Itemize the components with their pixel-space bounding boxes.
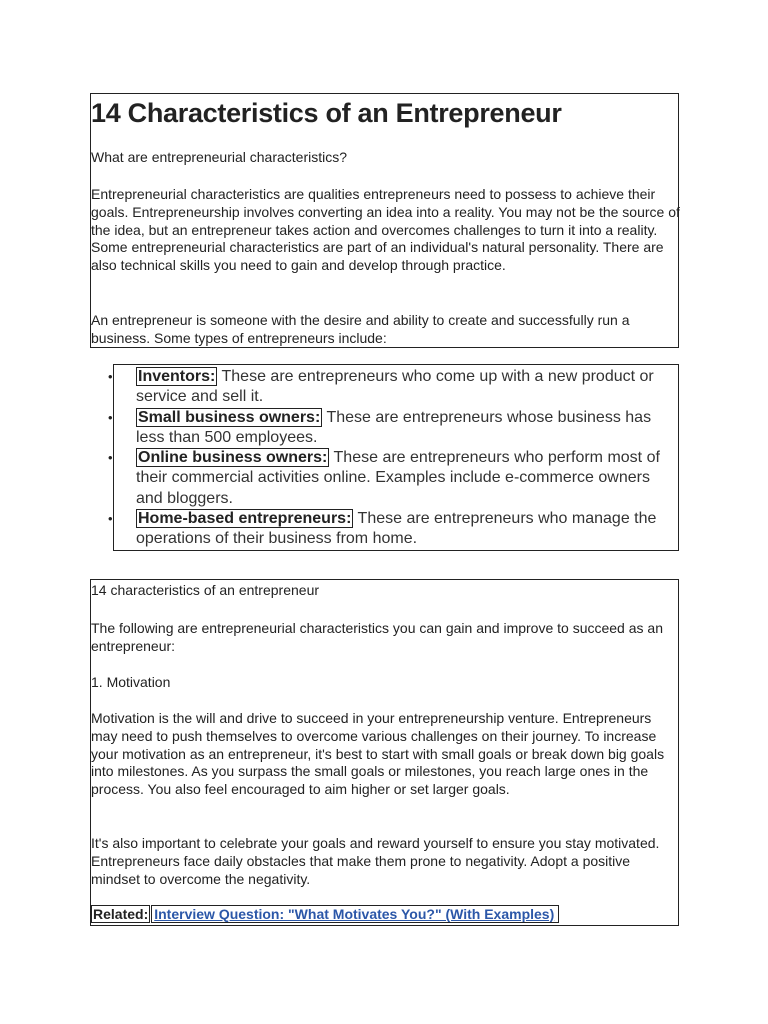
- bullet-icon: •: [108, 369, 113, 384]
- related-link-row: [91, 906, 559, 923]
- bullet-icon: •: [108, 409, 113, 425]
- list-item: [108, 509, 678, 550]
- characteristics-section: [90, 579, 679, 926]
- list-item-text: These are entrepreneurs who manage the operations of their business from home.: [136, 510, 657, 548]
- motivation-paragraph-2: It's also important to celebrate your goals and reward yourself to ensure you stay motivated. Entrepreneurs face daily obstacles that make them prone to negativity. Adopt a positive mindset to overcome the negativity.: [91, 835, 660, 887]
- list-item-term: Small business owners:: [138, 408, 321, 426]
- list-item-term: Home-based entrepreneurs:: [138, 510, 352, 528]
- bullet-icon: •: [108, 511, 113, 527]
- section-intro: The following are entrepreneurial characteristics you can gain and improve to succeed as an entrepreneur:: [91, 620, 663, 654]
- list-item-text: These are entrepreneurs who perform most of their commercial activities online. Examples include e-commerce owners and bloggers.: [136, 449, 660, 507]
- list-item: [108, 448, 678, 509]
- list-item-text: These are entrepreneurs who come up with a new product or service and sell it.: [136, 368, 654, 406]
- page-title: 14 Characteristics of an Entrepreneur: [91, 98, 562, 128]
- section-heading: 14 characteristics of an entrepreneur: [91, 582, 320, 598]
- related-article-link[interactable]: Interview Question: "What Motivates You?" (With Examples): [151, 905, 559, 923]
- motivation-paragraph-1: Motivation is the will and drive to succeed in your entrepreneurship venture. Entrepreneurs may need to push themselves to overcome various challenges on their journey. To increase your motivation as an entrepreneur, it's best to start with small goals or break down big goals into milestones. As you surpass the small goals or milestones, you reach large ones in the process. You also feel encouraged to aim higher or set larger goals.: [91, 710, 665, 798]
- bullet-icon: •: [108, 450, 113, 466]
- motivation-heading: 1. Motivation: [91, 674, 171, 690]
- related-label: Related:: [93, 906, 149, 922]
- intro-section: [90, 93, 679, 348]
- list-item-term: Inventors:: [138, 368, 216, 385]
- list-item-text: These are entrepreneurs whose business has less than 500 employees.: [136, 408, 652, 446]
- question-heading: What are entrepreneurial characteristics?: [91, 149, 348, 165]
- list-item: [108, 408, 678, 449]
- intro-paragraph-1: Entrepreneurial characteristics are qualities entrepreneurs need to possess to achieve their goals. Entrepreneurship involves converting an idea into a reality. You may not be the source of the idea, but an entrepreneur takes action and overcomes challenges to turn it into a reality. Some entrepreneurial characteristics are part of an individual's natural personality. There are also technical skills you need to gain and develop through practice.: [91, 186, 680, 274]
- list-item: [108, 367, 678, 408]
- list-item-term: Online business owners:: [138, 449, 328, 467]
- entrepreneur-types-list: [108, 364, 679, 551]
- intro-paragraph-2: An entrepreneur is someone with the desire and ability to create and successfully run a business. Some types of entrepreneurs include:: [91, 312, 630, 346]
